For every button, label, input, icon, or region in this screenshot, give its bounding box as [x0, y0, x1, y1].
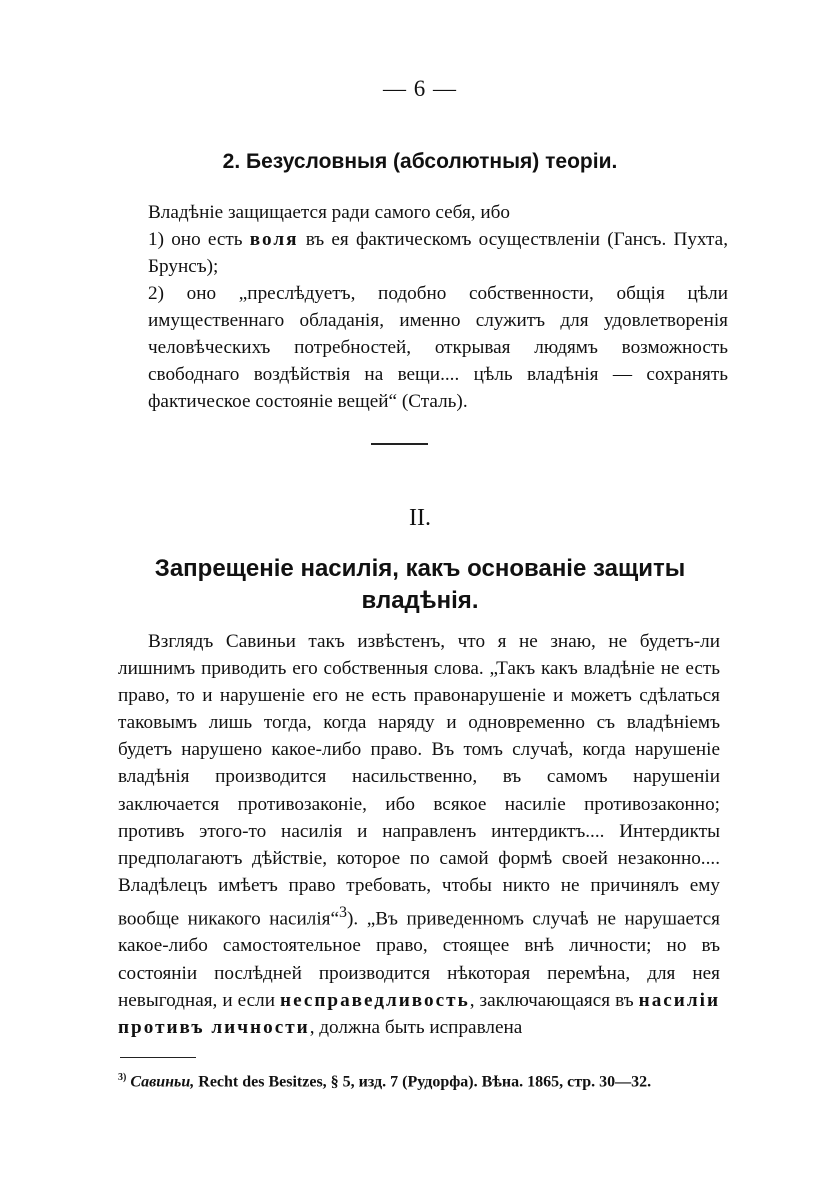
theory-item-2-number: 2) — [148, 283, 164, 304]
footnote-rule — [120, 1057, 196, 1058]
page-number: — 6 — — [383, 76, 457, 101]
theory-list — [148, 199, 728, 415]
body-text-mid: ). „Въ приведенномъ случаѣ не нарушается какое-либо самостоятельное право, стоящее внѣ личности; но въ состояніи послѣдней производится нѣкоторая перемѣна, для нея невыгодная, и если — [118, 908, 720, 1011]
theory-item-1-pre: оно есть — [171, 229, 243, 250]
section-heading: 2. Безусловныя (абсолютныя) теоріи. — [222, 150, 618, 173]
theory-item-2 — [148, 280, 728, 415]
theory-item-1-number: 1) — [148, 229, 164, 250]
chapter-number: II. — [409, 505, 431, 531]
footnote-mark: 3) — [118, 1072, 127, 1083]
footnote-author: Савиньи, — [130, 1073, 195, 1091]
emphasis-violence-against-person: насиліи противъ личности — [118, 989, 721, 1038]
theory-item-2-text: оно „преслѣдуетъ, подобно собственности, общія цѣли имущественнаго обладанія, именно служитъ для удовлетворенія человѣческихъ потребностей, открывая людямъ возможность свободнаго воздѣйствія на вещи.... цѣль владѣнія — сохранять фактическое состояніе вещей“ (Сталь). — [148, 283, 728, 412]
footnote-text: Recht des Besitzes, § 5, изд. 7 (Рудорфа). Вѣна. 1865, стр. 30—32. — [198, 1073, 652, 1091]
emphasis-injustice: несправедливость — [280, 989, 470, 1011]
theory-item-1 — [148, 226, 728, 280]
theory-item-1-post: въ ея фактическомъ осуществленіи (Гансъ. Пухта, Брунсъ); — [148, 229, 728, 277]
body-text-mid2: , заключающаяся въ — [469, 989, 634, 1011]
body-text-end: , должна быть исправлена — [309, 1016, 523, 1038]
footnote-reference: 3 — [339, 903, 348, 921]
theory-intro: Владѣніе защищается ради самого себя, ибо — [148, 202, 511, 223]
theory-item-1-emphasis: воля — [249, 229, 299, 250]
body-paragraph — [118, 628, 720, 1041]
chapter-title: Запрещеніе насилія, какъ основаніе защиты владѣнія. — [154, 555, 686, 614]
body-paragraph-text — [118, 628, 720, 1041]
body-text-start: Взглядъ Савиньи такъ извѣстенъ, что я не знаю, не будетъ-ли лишнимъ приводить его собственныя слова. „Такъ какъ владѣніе не есть право, то и нарушеніе его не есть правонарушеніе и можетъ сдѣлаться таковымъ лишь тогда, когда наряду и одновременно съ владѣніемъ будетъ нарушено какое-либо право. Въ томъ случаѣ, когда нарушеніе владѣнія производится насильственно, въ самомъ нарушеніи заключается противозаконіе, ибо всякое насиліе противозаконно; противъ этого-то насилія и направленъ интердиктъ.... Интердикты предполагаютъ дѣйствіе, которое по самой формѣ своей незаконно.... Владѣлецъ имѣетъ право требовать, чтобы никто не причинялъ ему вообще никакого насилія“ — [118, 631, 720, 930]
footnote — [118, 1066, 722, 1093]
section-divider — [371, 443, 428, 445]
